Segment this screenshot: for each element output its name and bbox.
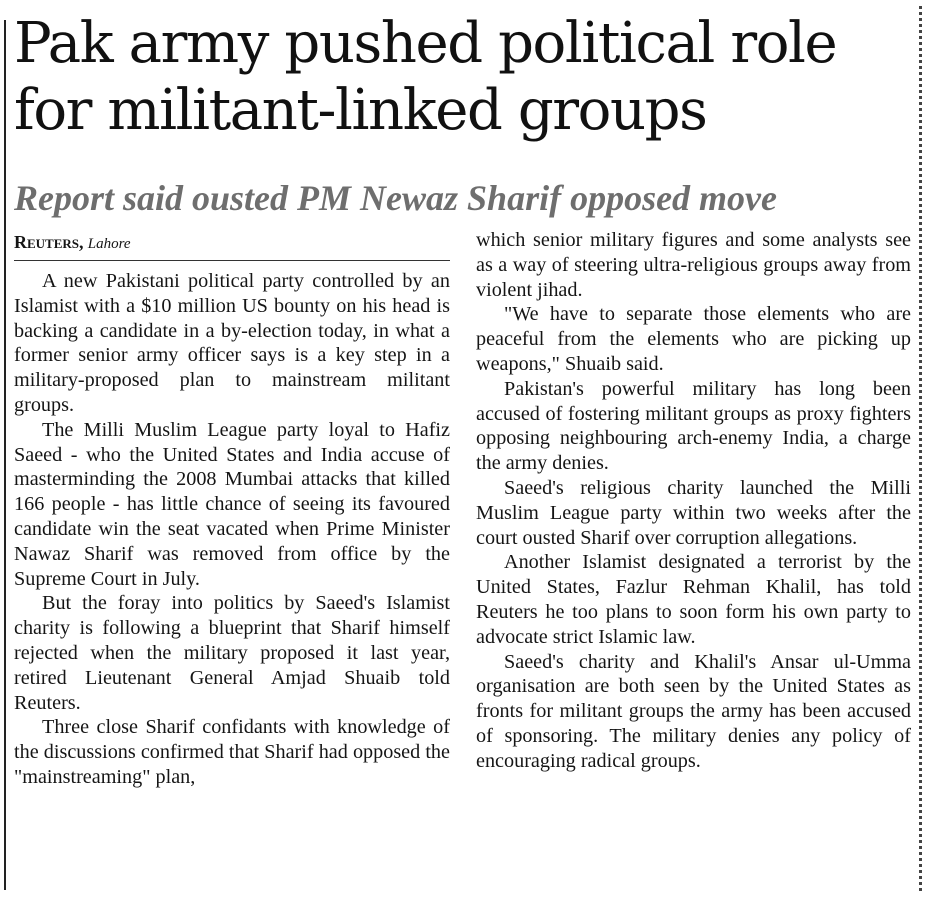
byline-divider	[14, 260, 450, 261]
byline	[14, 232, 131, 254]
paragraph: But the foray into politics by Saeed's Islamist charity is following a blueprint that Sharif himself rejected when the military proposed it last year, retired Lieutenant General Amjad Shuaib told Reuters.	[14, 592, 450, 714]
paragraph: "We have to separate those elements who are peaceful from the elements who are picking up weapons," Shuaib said.	[476, 303, 911, 375]
paragraph: Saeed's charity and Khalil's Ansar ul-Umma organisation are both seen by the United States as fronts for militant groups the army has been accused of sponsoring. The military denies any policy of encouraging radical groups.	[476, 650, 911, 772]
paragraph: Saeed's religious charity launched the Milli Muslim League party within two weeks after the court ousted Sharif over corruption allegations.	[476, 476, 911, 549]
right-column	[476, 228, 911, 774]
left-column-rule	[4, 20, 6, 890]
paragraph: The Milli Muslim League party loyal to Hafiz Saeed - who the United States and India accuse of masterminding the 2008 Mumbai attacks that killed 166 people - has little chance of seeing its favoured candidate win the seat vacated when Prime Minister Nawaz Sharif was removed from office by the Supreme Court in July.	[14, 418, 450, 590]
paragraph: Another Islamist designated a terrorist by the United States, Fazlur Rehman Khalil, has told Reuters he too plans to soon form his own party to advocate strict Islamic law.	[476, 551, 911, 648]
subheadline: Report said ousted PM Newaz Sharif opposed move	[14, 178, 778, 218]
paragraph-continued: which senior military figures and some analysts see as a way of steering ultra-religious groups away from violent jihad.	[476, 229, 911, 301]
right-dotted-border	[919, 6, 922, 891]
paragraph: Pakistan's powerful military has long been accused of fostering militant groups as proxy fighters opposing neighbouring arch-enemy India, a charge the army denies.	[476, 377, 911, 475]
left-column	[14, 269, 450, 790]
paragraph: Three close Sharif confidants with knowledge of the discussions confirmed that Sharif had opposed the "mainstreaming" plan,	[14, 716, 450, 788]
byline-location: Lahore	[87, 236, 131, 252]
headline: Pak army pushed political role for militant-linked groups	[14, 11, 837, 143]
paragraph: A new Pakistani political party controlled by an Islamist with a $10 million US bounty on his head is backing a candidate in a by-election today, in what a former senior army officer says is a key step in a military-proposed plan to mainstream militant groups.	[14, 270, 450, 416]
byline-agency: Reuters,	[14, 232, 84, 252]
